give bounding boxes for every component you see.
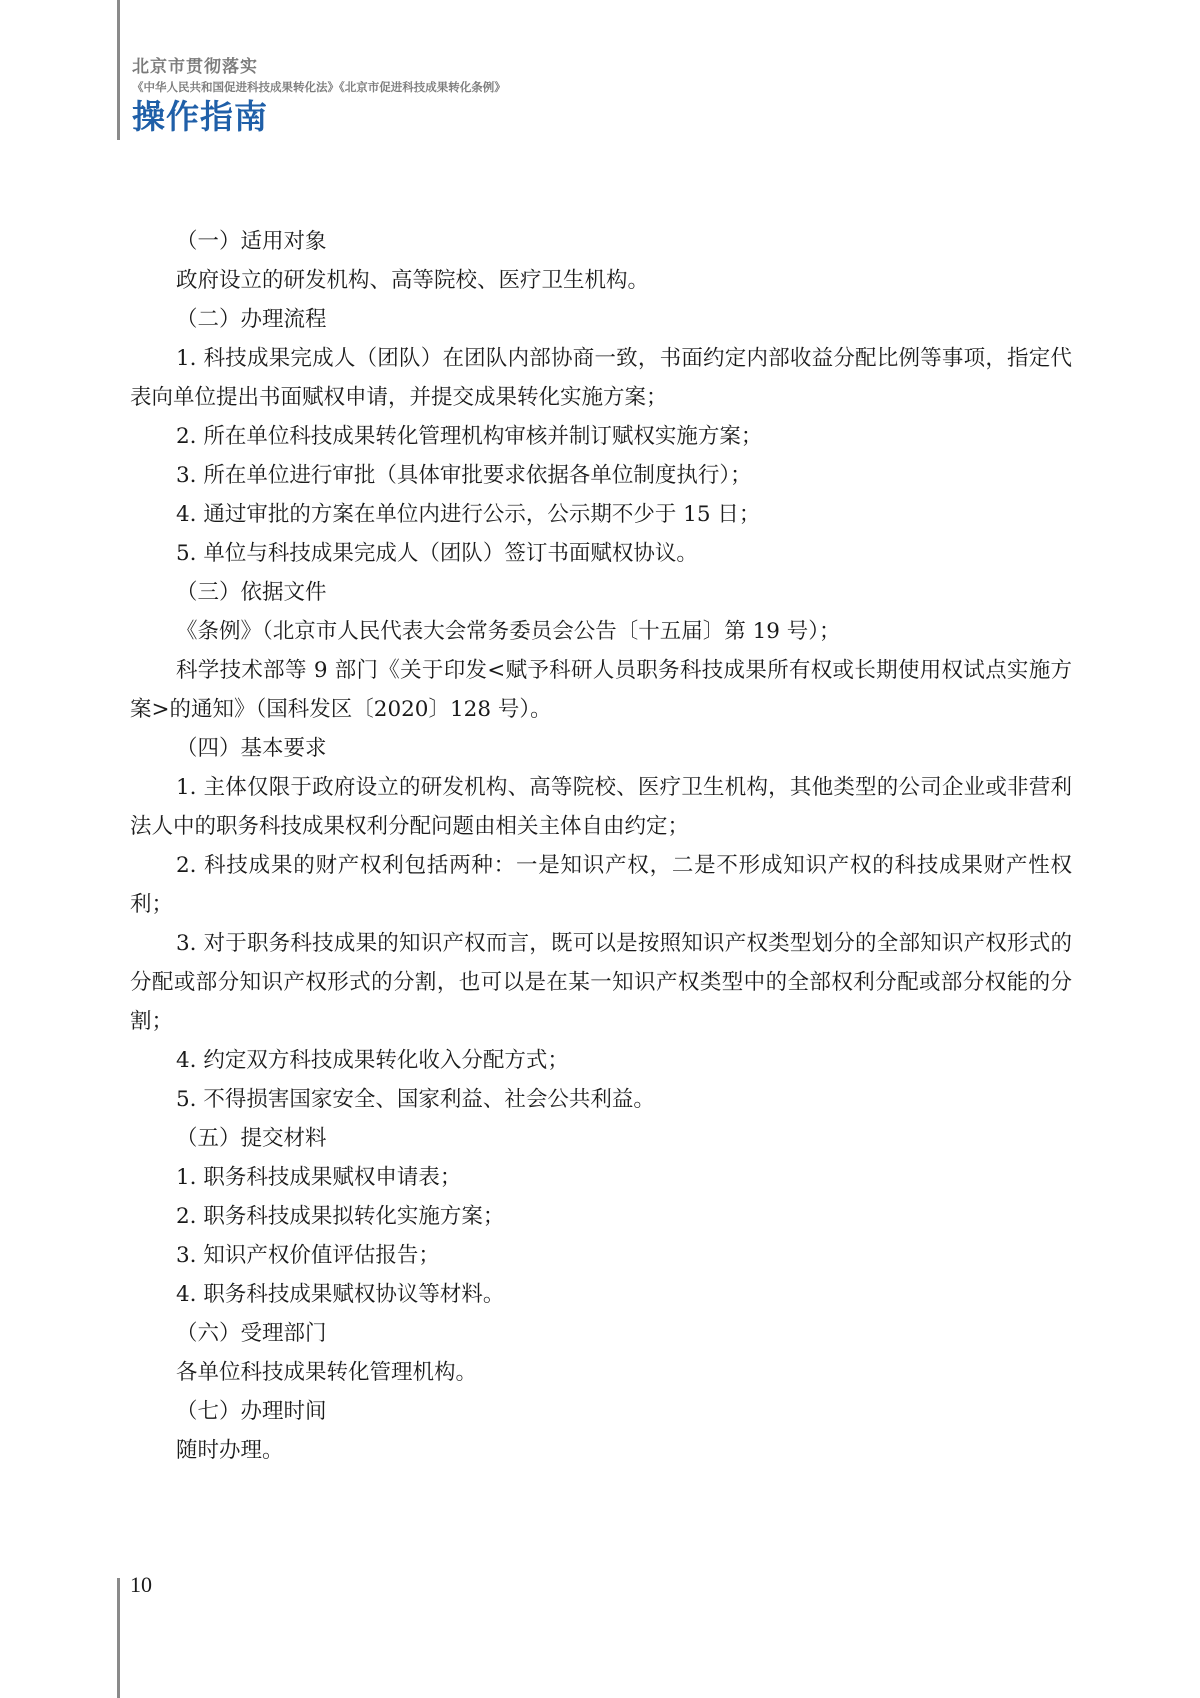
paragraph: 随时办理。 bbox=[176, 1438, 284, 1463]
list-item: 1. 科技成果完成人（团队）在团队内部协商一致，书面约定内部收益分配比例等事项，指定代表向单位提出书面赋权申请，并提交成果转化实施方案； bbox=[130, 346, 1072, 410]
list-item: 3. 所在单位进行审批（具体审批要求依据各单位制度执行）； bbox=[176, 463, 752, 488]
list-item: 1. 主体仅限于政府设立的研发机构、高等院校、医疗卫生机构，其他类型的公司企业或非营利法人中的职务科技成果权利分配问题由相关主体自由约定； bbox=[130, 775, 1072, 839]
list-item: 5. 单位与科技成果完成人（团队）签订书面赋权协议。 bbox=[176, 541, 698, 566]
section-heading: （一）适用对象 bbox=[176, 229, 327, 254]
paragraph: 科学技术部等 9 部门《关于印发<赋予科研人员职务科技成果所有权或长期使用权试点实施方案>的通知》（国科发区〔2020〕128 号）。 bbox=[130, 658, 1072, 722]
list-item: 2. 所在单位科技成果转化管理机构审核并制订赋权实施方案； bbox=[176, 424, 763, 449]
paragraph: 《条例》（北京市人民代表大会常务委员会公告〔十五届〕第 19 号）； bbox=[176, 619, 841, 644]
footer-vertical-rule bbox=[117, 1578, 120, 1698]
list-item: 1. 职务科技成果赋权申请表； bbox=[176, 1165, 462, 1190]
list-item: 4. 职务科技成果赋权协议等材料。 bbox=[176, 1282, 505, 1307]
header-title: 操作指南 bbox=[132, 97, 268, 136]
header-subtitle: 北京市贯彻落实 bbox=[132, 57, 258, 77]
header-vertical-rule bbox=[117, 0, 120, 140]
section-heading: （三）依据文件 bbox=[176, 580, 327, 605]
section-heading: （四）基本要求 bbox=[176, 736, 327, 761]
list-item: 2. 职务科技成果拟转化实施方案； bbox=[176, 1204, 505, 1229]
list-item: 5. 不得损害国家安全、国家利益、社会公共利益。 bbox=[176, 1087, 655, 1112]
section-heading: （二）办理流程 bbox=[176, 307, 327, 332]
section-heading: （五）提交材料 bbox=[176, 1126, 327, 1151]
list-item: 3. 对于职务科技成果的知识产权而言，既可以是按照知识产权类型划分的全部知识产权形式的分配或部分知识产权形式的分割，也可以是在某一知识产权类型中的全部权利分配或部分权能的分割； bbox=[130, 931, 1072, 1034]
paragraph: 各单位科技成果转化管理机构。 bbox=[176, 1360, 478, 1385]
section-heading: （七）办理时间 bbox=[176, 1399, 327, 1424]
list-item: 3. 知识产权价值评估报告； bbox=[176, 1243, 440, 1268]
list-item: 2. 科技成果的财产权利包括两种：一是知识产权，二是不形成知识产权的科技成果财产性权利； bbox=[130, 853, 1072, 917]
list-item: 4. 通过审批的方案在单位内进行公示，公示期不少于 15 日； bbox=[176, 502, 761, 527]
section-heading: （六）受理部门 bbox=[176, 1321, 327, 1346]
page-header bbox=[132, 56, 506, 137]
header-law-titles: 《中华人民共和国促进科技成果转化法》《北京市促进科技成果转化条例》 bbox=[132, 80, 506, 94]
page-number: 10 bbox=[130, 1572, 152, 1597]
list-item: 4. 约定双方科技成果转化收入分配方式； bbox=[176, 1048, 569, 1073]
paragraph: 政府设立的研发机构、高等院校、医疗卫生机构。 bbox=[176, 268, 650, 293]
document-body bbox=[130, 222, 1072, 1470]
